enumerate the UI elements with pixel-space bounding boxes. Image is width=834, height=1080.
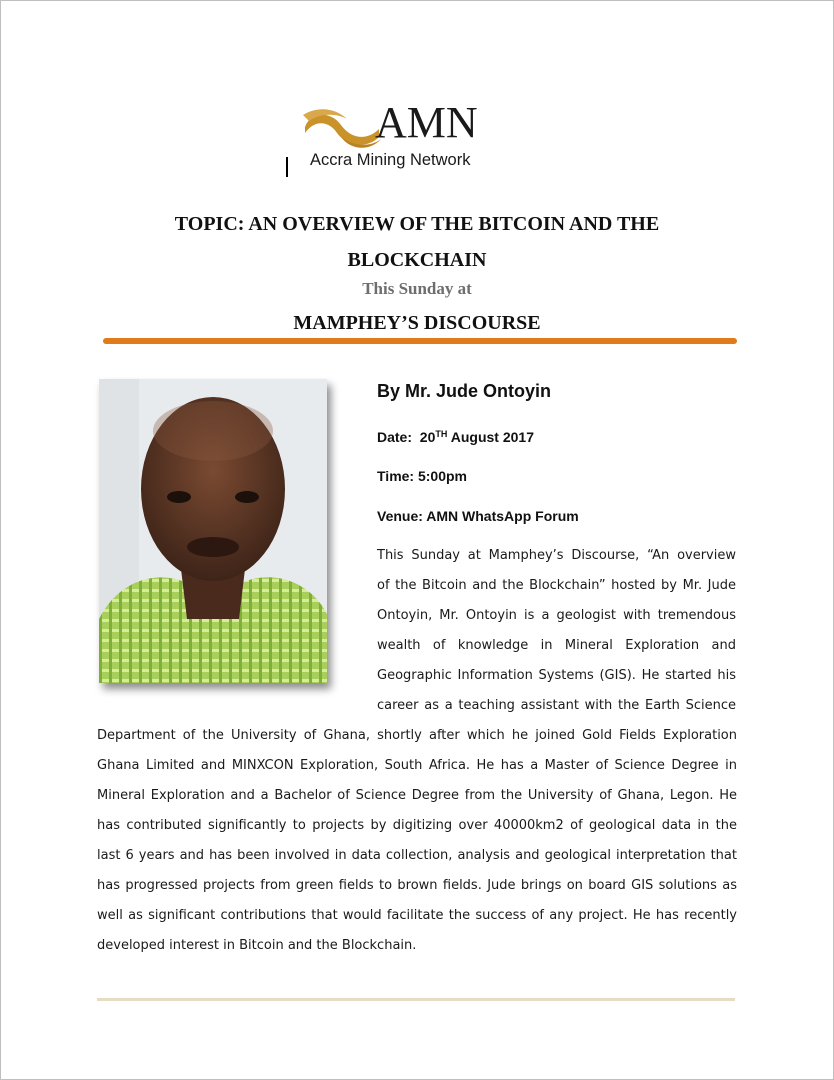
bio-line: has contributed significantly to projects by digitizing over 40000km2 of geological data in the — [97, 818, 737, 833]
bio-line: last 6 years and has been involved in data collection, analysis and geological interpretation that — [97, 848, 737, 863]
bio-paragraph-right — [377, 541, 736, 721]
footer-divider — [97, 998, 735, 1001]
event-time: Time: 5:00pm — [377, 468, 467, 484]
bio-line: Department of the University of Ghana, shortly after which he joined Gold Fields Exploration — [97, 728, 737, 743]
bio-line: Ghana Limited and MINXCON Exploration, South Africa. He has a Master of Science Degree in — [97, 758, 737, 773]
sunday-subheading: This Sunday at — [362, 279, 472, 298]
bio-paragraph-full — [97, 721, 737, 961]
bio-line: developed interest in Bitcoin and the Blockchain. — [97, 938, 417, 953]
orange-divider — [103, 338, 737, 344]
date-label: Date: — [377, 429, 413, 445]
bio-line: This Sunday at Mamphey’s Discourse, “An overview — [377, 548, 736, 563]
speaker-photo — [99, 379, 327, 683]
event-venue: Venue: AMN WhatsApp Forum — [377, 508, 579, 524]
amn-logo-mark-icon — [301, 107, 383, 149]
topic-line-1: TOPIC: AN OVERVIEW OF THE BITCOIN AND THE — [174, 213, 660, 235]
date-day: 20 — [419, 429, 436, 445]
date-rest: August 2017 — [450, 429, 534, 445]
logo-wordmark: AMN — [375, 98, 478, 147]
event-date — [377, 429, 534, 445]
discourse-heading: MAMPHEY’S DISCOURSE — [293, 312, 541, 334]
amn-logo — [301, 98, 541, 175]
topic-heading — [81, 206, 753, 278]
logo-subtitle: Accra Mining Network — [310, 151, 471, 169]
bio-line: well as significant contributions that would facilitate the success of any project. He has recently — [97, 908, 737, 923]
bio-line: Geographic Information Systems (GIS). He started his — [377, 668, 736, 683]
bio-line: career as a teaching assistant with the Earth Science — [377, 698, 736, 713]
bio-line: of the Bitcoin and the Blockchain” hosted by Mr. Jude — [377, 578, 736, 593]
date-suffix: TH — [435, 429, 448, 439]
bio-line: has progressed projects from green fields to brown fields. Jude brings on board GIS solutions as — [97, 878, 737, 893]
speaker-byline: By Mr. Jude Ontoyin — [377, 381, 552, 401]
bio-line: wealth of knowledge in Mineral Exploration and — [377, 638, 736, 653]
topic-line-2: BLOCKCHAIN — [347, 249, 487, 271]
bio-line: Ontoyin, Mr. Ontoyin is a geologist with tremendous — [377, 608, 736, 623]
bio-line: Mineral Exploration and a Bachelor of Science Degree from the University of Ghana, Legon. He — [97, 788, 737, 803]
text-cursor — [286, 157, 288, 177]
